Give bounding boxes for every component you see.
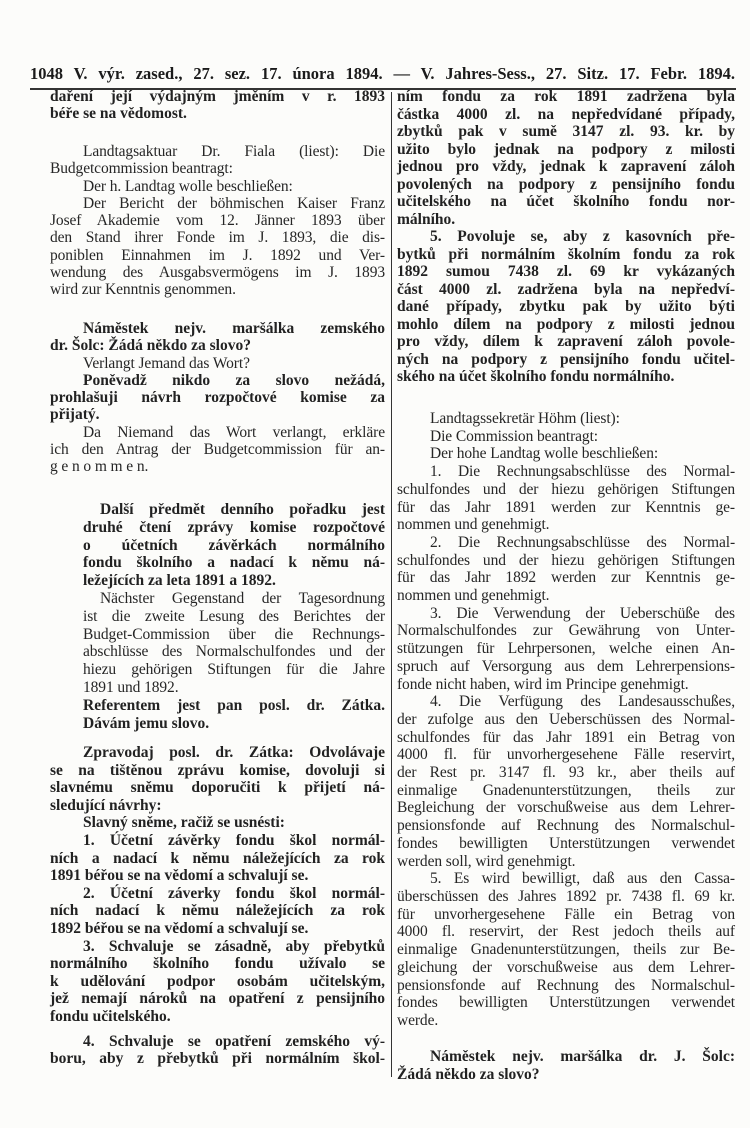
- text-line: ského na účet školního fondu normálního.: [397, 368, 675, 385]
- text-line: der Rest pr. 3147 fl. 93 kr., aber theils auf: [397, 764, 735, 782]
- text-line: Náměstek nejv. maršálka dr. J. Šolc:: [430, 1048, 735, 1065]
- text-line: werde.: [397, 1011, 439, 1029]
- paragraph: [83, 590, 385, 697]
- text-line: zbytků pak v sumě 3147 zl. 93. kr. by: [397, 123, 735, 140]
- text-line: Der Bericht der böhmischen Kaiser Franz: [83, 194, 385, 212]
- text-line: daření její výdajným jměním v r. 1893: [50, 88, 385, 105]
- text-line: částka 4000 zl. na nepředvídané případy,: [397, 105, 735, 123]
- text-line: fonde nicht haben, wird im Principe genehmigt.: [397, 675, 689, 693]
- text-line: Další předmět denního pořadku jest: [100, 501, 385, 518]
- text-line: fondu učitelského.: [50, 1007, 171, 1025]
- text-line: fondes bewilligten Unterstützungen verwendet: [397, 994, 735, 1012]
- paragraph: [50, 143, 385, 178]
- text-line: einmalige Gnadenunterstützungen, theils zur: [397, 781, 735, 799]
- text-line: normálního školního fondu užívalo se: [50, 955, 385, 973]
- paragraph: [83, 697, 385, 733]
- text-line: Normalschulfondes zur Gewährung von Unter-: [397, 622, 735, 640]
- text-block: [50, 320, 385, 476]
- text-line: 1891 und 1892.: [83, 678, 179, 696]
- text-line: für das Jahr 1892 werden zur Kenntnis ge-: [397, 569, 735, 587]
- text-line: jednou pro vždy, jednak k zapravení záloh: [397, 158, 735, 175]
- text-line: užito bylo jednak na podpory z milosti: [397, 140, 735, 158]
- text-line: wird zur Kenntnis genommen.: [50, 281, 236, 299]
- text-line: ních nadací k němu náležejících za rok: [50, 902, 385, 920]
- text-line: für unvorhergesehene Fälle ein Betrag von: [397, 905, 735, 923]
- text-line: 4000 fl. für unvorhergesehene Fälle reservirt,: [397, 746, 735, 764]
- text-line: wendung des Ausgabsvermögens im J. 1893: [50, 264, 385, 282]
- text-line: 5. Es wird bewilligt, daß aus den Cassa-: [430, 870, 735, 888]
- text-line: 4000 fl. reservirt, der Rest jedoch theils auf: [397, 923, 735, 941]
- text-line: k udělování podpor osobám učitelským,: [50, 972, 385, 990]
- text-line: béře se na vědomost.: [50, 105, 187, 123]
- text-block: [397, 1048, 735, 1083]
- text-line: sledující návrhy:: [50, 796, 162, 814]
- text-block: [50, 744, 385, 1026]
- paragraph: [50, 178, 385, 195]
- text-line: poniblen Einnahmen im J. 1892 und Ver-: [50, 246, 385, 264]
- paragraph: [397, 605, 735, 694]
- text-line: hiezu gehörigen Stiftungen für die Jahre: [83, 661, 385, 679]
- paragraph: [50, 355, 385, 372]
- paragraph: [50, 195, 385, 299]
- text-line: 3. Die Verwendung der Ueberschüße des: [430, 604, 735, 622]
- text-line: fondes bewilligten Unterstützungen verwendet: [397, 834, 735, 852]
- text-line: Budget-Commission über die Rechnungs-: [83, 625, 385, 643]
- text-line: část 4000 zl. zadržena byla na nepředví-: [397, 280, 735, 298]
- paragraph: [50, 424, 385, 476]
- text-line: prohlašuji návrh rozpočtové komise za: [50, 389, 385, 407]
- text-line: überschüssen des Jahres 1892 pr. 7438 fl. 69 kr.: [397, 887, 735, 905]
- paragraph: [397, 228, 735, 386]
- paragraph: [83, 501, 385, 590]
- text-block: [83, 501, 385, 732]
- paragraph: [50, 832, 385, 885]
- text-line: učitelského na účet školního fondu nor-: [397, 193, 735, 210]
- text-line: werden soll, wird genehmigt.: [397, 852, 576, 870]
- paragraph: [397, 88, 735, 228]
- text-line: den Stand ihrer Fonde im J. 1893, die dis-: [50, 229, 385, 247]
- paragraph: [397, 534, 735, 605]
- text-line: 1. Účetní závěrky fondu škol normál-: [83, 831, 385, 849]
- text-block: [397, 410, 735, 1030]
- text-line: 1. Die Rechnungsabschlüsse des Normal-: [430, 463, 735, 481]
- text-line: pensionsfonde auf Rechnung des Normalschul-: [397, 817, 735, 835]
- text-line: Begleichung der vorschußweise aus dem Lehrer-: [397, 799, 735, 817]
- text-line: Žádá někdo za slovo?: [397, 1065, 540, 1083]
- text-line: 5. Povoluje se, aby z kasovních pře-: [430, 228, 735, 245]
- text-line: Da Niemand das Wort verlangt, erkläre: [83, 423, 385, 441]
- text-line: přijatý.: [50, 406, 100, 424]
- text-line: povolených na podpory z pensijního fondu: [397, 175, 735, 193]
- text-line: einmalige Gnadenunterstützungen, theils zur Be-: [397, 941, 735, 959]
- text-line: Poněvadž nikdo za slovo nežádá,: [83, 371, 385, 389]
- text-line: ných na podpory z pensijního fondu učitel-: [397, 350, 735, 368]
- text-line: ním fondu za rok 1891 zadržena byla: [397, 88, 735, 105]
- paragraph: [50, 744, 385, 814]
- text-line: gleichung der vorschußweise aus dem Lehrer-: [397, 958, 735, 976]
- column-divider: [391, 92, 392, 1077]
- text-block: [50, 143, 385, 299]
- text-line: boru, aby z přebytků při normálním škol-: [50, 1050, 385, 1067]
- text-line: Josef Akademie vom 12. Jänner 1893 über: [50, 212, 385, 230]
- text-line: ist die zweite Lesung des Berichtes der: [83, 607, 385, 625]
- text-block: [50, 88, 385, 123]
- text-line: Zpravodaj posl. dr. Zátka: Odvolávaje: [83, 744, 385, 761]
- text-line: schulfondes und der hiezu gehörigen Stiftungen: [397, 551, 735, 569]
- text-line: ležejících za leta 1891 a 1892.: [83, 572, 276, 590]
- paragraph: [50, 372, 385, 424]
- text-line: Die Commission beantragt:: [430, 427, 598, 445]
- paragraph: [50, 814, 385, 832]
- text-line: mohlo dílem na podpory z milosti jednou: [397, 315, 735, 333]
- paragraph: [397, 870, 735, 1029]
- text-line: 2. Účetní záverky fondu škol normál-: [83, 884, 385, 902]
- text-line: ich den Antrag der Budgetcommission für an-: [50, 441, 385, 459]
- paragraph: [397, 428, 735, 446]
- text-line: Landtagsaktuar Dr. Fiala (liest): Die: [83, 143, 385, 160]
- text-line: schulfondes und der hiezu gehörigen Stiftungen: [397, 480, 735, 498]
- text-line: 3. Schvaluje se zásadně, aby přebytků: [83, 937, 385, 955]
- text-line: slavnému sněmu doporučiti k přijetí ná-: [50, 779, 385, 797]
- text-line: nommen und genehmigt.: [397, 587, 550, 605]
- text-line: Der hohe Landtag wolle beschließen:: [430, 445, 659, 463]
- text-block: [397, 88, 735, 386]
- text-line: Verlangt Jemand das Wort?: [83, 354, 250, 372]
- text-line: Budgetcommission beantragt:: [50, 160, 233, 178]
- page-header: 1048 V. výr. zased., 27. sez. 17. února 1894. — V. Jahres-Sess., 27. Sitz. 17. Febr. 1894.: [30, 64, 735, 83]
- text-line: Referentem jest pan posl. dr. Zátka.: [83, 696, 385, 714]
- text-line: schulfondes für das Jahr 1891 ein Betrag von: [397, 728, 735, 746]
- text-line: Slavný sněme, račiž se usnésti:: [83, 814, 285, 832]
- text-line: 2. Die Rechnungsabschlüsse des Normal-: [430, 533, 735, 551]
- text-line: pro vždy, dílem k zapravení záloh povole-: [397, 333, 735, 350]
- text-block: [50, 1033, 385, 1067]
- text-line: dr. Šolc: Žádá někdo za slovo?: [50, 337, 251, 355]
- text-line: für das Jahr 1891 werden zur Kenntnis ge-: [397, 498, 735, 516]
- text-line: fondu školního a nadací k němu ná-: [83, 554, 385, 572]
- text-line: 1892 béřou se na vědomí a schvalují se.: [50, 919, 309, 937]
- text-line: Náměstek nejv. maršálka zemského: [83, 320, 385, 337]
- text-line: málního.: [397, 210, 456, 228]
- paragraph: [397, 463, 735, 534]
- paragraph: [50, 1033, 385, 1067]
- text-line: se na tištěnou zprávu komise, dovoluji si: [50, 761, 385, 779]
- text-line: g e n o m m e n.: [50, 458, 149, 476]
- paragraph: [50, 885, 385, 938]
- text-line: pensionsfonde auf Rechnung des Normalschul-: [397, 976, 735, 994]
- paragraph: [50, 320, 385, 355]
- paragraph: [397, 1048, 735, 1083]
- paragraph: [397, 693, 735, 870]
- text-line: Nächster Gegenstand der Tagesordnung: [100, 589, 385, 607]
- text-line: Landtagssekretär Höhm (liest):: [430, 410, 620, 427]
- text-line: Der h. Landtag wolle beschließen:: [83, 177, 293, 195]
- paragraph: [397, 410, 735, 428]
- text-line: der zufolge aus den Ueberschüssen des Normal-: [397, 710, 735, 728]
- text-line: bytků při normálním školním fondu za rok: [397, 245, 735, 263]
- text-line: dané případy, zbytku pak by užito býti: [397, 298, 735, 315]
- text-line: nommen und genehmigt.: [397, 516, 550, 534]
- text-line: Dávám jemu slovo.: [83, 714, 210, 732]
- text-line: 1891 béřou se na vědomí a schvalují se.: [50, 867, 309, 885]
- text-line: ních a nadací k němu náležejících za rok: [50, 849, 385, 867]
- paragraph: [50, 938, 385, 1026]
- text-line: stützungen für Lehrpersonen, welche einen An-: [397, 640, 735, 658]
- text-line: 1892 sumou 7438 zl. 69 kr vykázaných: [397, 263, 735, 280]
- text-line: spruch auf Versorgung aus dem Lehrerpensions-: [397, 657, 735, 675]
- text-line: abschlüsse des Normalschulfondes und der: [83, 643, 385, 661]
- paragraph: [397, 445, 735, 463]
- text-line: jež nemají nároků na opatření z pensijního: [50, 990, 385, 1008]
- text-line: 4. Die Verfügung des Landesausschußes,: [430, 693, 735, 711]
- text-line: o účetních závěrkách normálního: [83, 536, 385, 554]
- text-line: druhé čtení zprávy komise rozpočtové: [83, 518, 385, 536]
- paragraph: [50, 88, 385, 123]
- text-line: 4. Schvaluje se opatření zemského vý-: [83, 1033, 385, 1050]
